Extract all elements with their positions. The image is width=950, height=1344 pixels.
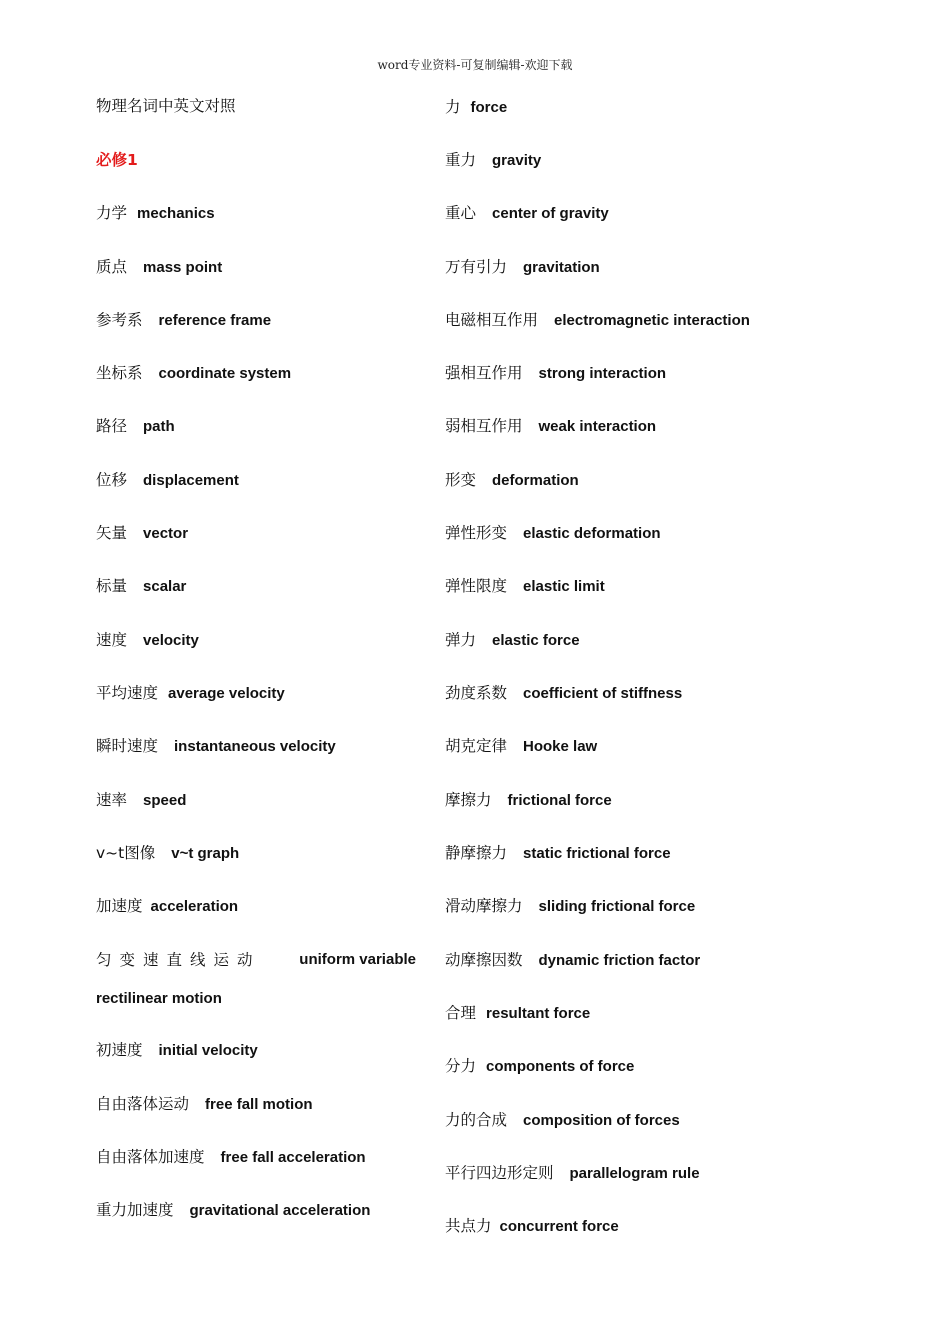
term-zh: 匀变速直线运动 (96, 951, 261, 969)
term-en: average velocity (168, 685, 285, 702)
term-row (96, 416, 175, 437)
term-row (445, 950, 700, 971)
term-zh: 形变 (445, 471, 477, 489)
term-zh: v~t图像 (96, 844, 156, 862)
term-en: concurrent force (499, 1218, 619, 1235)
term-zh: 位移 (96, 471, 128, 489)
term-en: strong interaction (538, 365, 667, 382)
term-zh: 胡克定律 (445, 737, 508, 755)
term-row (445, 576, 605, 597)
term-row (96, 843, 239, 864)
term-en: composition of forces (523, 1112, 680, 1129)
term-row (96, 683, 285, 704)
term-en: coordinate system (158, 365, 292, 382)
term-en: initial velocity (158, 1042, 258, 1059)
term-row (96, 310, 271, 331)
term-en: frictional force (507, 792, 612, 809)
term-zh: 重力加速度 (96, 1201, 174, 1219)
term-row (445, 736, 597, 757)
term-en: sliding frictional force (538, 898, 696, 915)
term-en: components of force (486, 1058, 635, 1075)
term-en: elastic force (492, 632, 580, 649)
term-row (96, 1200, 370, 1221)
term-row (96, 363, 291, 384)
document-title-text: 物理名词中英文对照 (96, 97, 236, 115)
term-row (96, 470, 239, 491)
term-en: force (470, 99, 508, 116)
term-zh: 分力 (445, 1057, 477, 1075)
term-row (96, 576, 186, 597)
term-row (445, 1003, 590, 1024)
term-en: velocity (143, 632, 199, 649)
term-en: free fall acceleration (220, 1149, 366, 1166)
term-zh: 万有引力 (445, 258, 508, 276)
term-row (96, 790, 186, 811)
term-row (96, 523, 188, 544)
term-row (96, 896, 238, 917)
term-row (96, 1147, 366, 1168)
term-zh: 速度 (96, 631, 128, 649)
term-row (445, 310, 750, 331)
term-zh: 坐标系 (96, 364, 143, 382)
term-en: mechanics (137, 205, 215, 222)
term-row (445, 257, 600, 278)
term-zh: 平行四边形定则 (445, 1164, 554, 1182)
term-row (445, 896, 695, 917)
term-zh: 自由落体加速度 (96, 1148, 205, 1166)
term-zh: 矢量 (96, 524, 128, 542)
term-zh: 自由落体运动 (96, 1095, 190, 1113)
term-zh: 速率 (96, 791, 128, 809)
term-en: v~t graph (171, 845, 240, 862)
term-zh: 共点力 (445, 1217, 492, 1235)
term-row (96, 203, 215, 224)
term-en: static frictional force (523, 845, 671, 862)
term-zh: 弹性形变 (445, 524, 508, 542)
term-zh: 弹性限度 (445, 577, 508, 595)
term-en: gravitational acceleration (189, 1202, 371, 1219)
term-en: displacement (143, 472, 239, 489)
term-en: vector (143, 525, 189, 542)
term-en: speed (143, 792, 187, 809)
term-row (445, 416, 656, 437)
term-zh: 弱相互作用 (445, 417, 523, 435)
term-row (96, 630, 199, 651)
term-en: Hooke law (523, 738, 598, 755)
term-row (96, 736, 336, 757)
term-row (445, 630, 580, 651)
term-row (445, 1163, 700, 1184)
term-row (445, 1216, 619, 1237)
term-row (445, 683, 682, 704)
term-row (445, 1056, 634, 1077)
term-en: path (143, 418, 175, 435)
term-en: deformation (492, 472, 579, 489)
term-zh: 摩擦力 (445, 791, 492, 809)
term-zh: 力 (445, 98, 461, 116)
term-en: mass point (143, 259, 223, 276)
term-row (445, 790, 612, 811)
term-zh: 标量 (96, 577, 128, 595)
term-zh: 路径 (96, 417, 128, 435)
term-en: electromagnetic interaction (554, 312, 750, 329)
term-zh: 平均速度 (96, 684, 159, 702)
term-en-line2: rectilinear motion (96, 990, 222, 1007)
section-heading (96, 150, 138, 170)
term-zh: 静摩擦力 (445, 844, 508, 862)
term-row (445, 203, 609, 224)
term-en: elastic deformation (523, 525, 661, 542)
term-en: elastic limit (523, 578, 605, 595)
term-en: free fall motion (205, 1096, 313, 1113)
term-en-line1: uniform variable (299, 951, 416, 968)
term-row (445, 470, 579, 491)
term-row (445, 843, 671, 864)
term-zh: 力的合成 (445, 1111, 508, 1129)
term-zh: 滑动摩擦力 (445, 897, 523, 915)
term-en: acceleration (150, 898, 239, 915)
term-en: gravitation (523, 259, 600, 276)
term-row (445, 97, 507, 118)
section-title: 必修1 (96, 151, 138, 169)
term-zh: 瞬时速度 (96, 737, 159, 755)
term-zh: 劲度系数 (445, 684, 508, 702)
term-en: parallelogram rule (569, 1165, 700, 1182)
term-zh: 弹力 (445, 631, 477, 649)
page-header: word专业资料-可复制编辑-欢迎下载 (377, 58, 573, 72)
term-row (96, 1094, 313, 1115)
term-zh: 力学 (96, 204, 128, 222)
term-zh: 参考系 (96, 311, 143, 329)
term-row (96, 1040, 258, 1061)
term-zh: 强相互作用 (445, 364, 523, 382)
term-zh: 电磁相互作用 (445, 311, 539, 329)
term-row (445, 363, 666, 384)
term-zh: 合理 (445, 1004, 477, 1022)
term-row (445, 523, 661, 544)
term-en: scalar (143, 578, 187, 595)
term-zh: 重力 (445, 151, 477, 169)
term-en: weak interaction (538, 418, 657, 435)
term-zh: 重心 (445, 204, 477, 222)
term-zh: 动摩擦因数 (445, 951, 523, 969)
term-zh: 初速度 (96, 1041, 143, 1059)
term-en: instantaneous velocity (174, 738, 336, 755)
term-en: center of gravity (492, 205, 609, 222)
term-en: coefficient of stiffness (523, 685, 683, 702)
term-en: gravity (492, 152, 542, 169)
term-en: resultant force (486, 1005, 591, 1022)
term-row (445, 150, 541, 171)
term-row (445, 1110, 680, 1131)
term-zh: 质点 (96, 258, 128, 276)
term-row-wrapped (96, 941, 416, 1018)
document-title (96, 96, 252, 116)
term-en: reference frame (158, 312, 272, 329)
term-en: dynamic friction factor (538, 952, 701, 969)
term-zh: 加速度 (96, 897, 143, 915)
term-row (96, 257, 222, 278)
